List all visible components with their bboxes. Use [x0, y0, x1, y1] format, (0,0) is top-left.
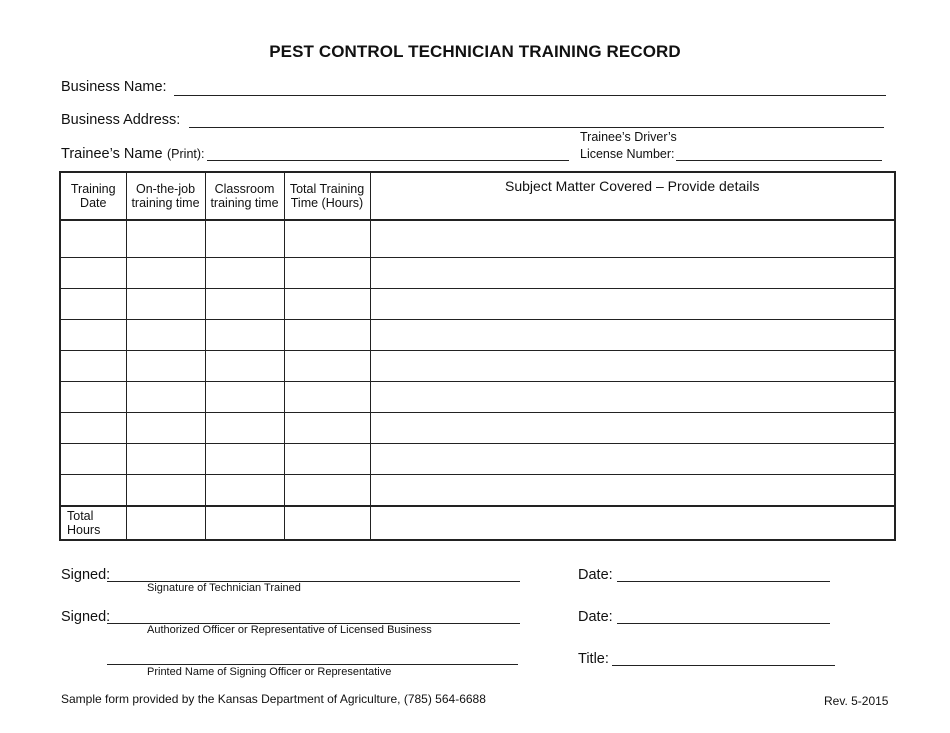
date-cell[interactable]: [60, 382, 126, 413]
on-the-job-cell[interactable]: [126, 289, 205, 320]
form-title: PEST CONTROL TECHNICIAN TRAINING RECORD: [269, 42, 681, 61]
on-the-job-cell[interactable]: [126, 351, 205, 382]
table-row: [60, 258, 895, 289]
on-the-job-cell[interactable]: [126, 220, 205, 258]
on-the-job-cell[interactable]: [126, 258, 205, 289]
classroom-cell[interactable]: [205, 289, 284, 320]
total-time-cell[interactable]: [284, 351, 370, 382]
total-time-cell[interactable]: [284, 258, 370, 289]
signed-label-technician: Signed:: [61, 567, 111, 583]
header-subject-matter: Subject Matter Covered – Provide details: [370, 172, 895, 220]
subject-cell[interactable]: [370, 320, 895, 351]
title-label: Title:: [578, 651, 609, 667]
table-header-row: [60, 172, 895, 220]
classroom-cell[interactable]: [205, 382, 284, 413]
subject-cell[interactable]: [370, 351, 895, 382]
header-training-date: Training Date: [60, 172, 126, 220]
training-table: [59, 171, 896, 541]
classroom-cell[interactable]: [205, 413, 284, 444]
classroom-cell[interactable]: [205, 258, 284, 289]
title-field[interactable]: [612, 665, 835, 666]
license-label-line1: Trainee’s Driver’s: [580, 130, 677, 144]
header-total-training-time: Total Training Time (Hours): [284, 172, 370, 220]
subject-cell[interactable]: [370, 289, 895, 320]
date-cell[interactable]: [60, 444, 126, 475]
date-cell[interactable]: [60, 220, 126, 258]
date-cell[interactable]: [60, 258, 126, 289]
business-name-label: Business Name:: [61, 79, 167, 95]
on-the-job-cell[interactable]: [126, 320, 205, 351]
trainee-name-print-label: (Print):: [167, 147, 205, 161]
table-row: [60, 475, 895, 507]
subject-cell[interactable]: [370, 475, 895, 507]
table-row: [60, 382, 895, 413]
subject-cell[interactable]: [370, 413, 895, 444]
table-row: [60, 220, 895, 258]
license-label-line2: License Number:: [580, 147, 675, 161]
total-hours-row: [60, 506, 895, 540]
classroom-cell[interactable]: [205, 220, 284, 258]
table-row: [60, 444, 895, 475]
total-time-cell[interactable]: [284, 413, 370, 444]
classroom-cell[interactable]: [205, 444, 284, 475]
business-name-field[interactable]: [174, 95, 886, 96]
total-subject-cell[interactable]: [370, 506, 895, 540]
business-address-field[interactable]: [189, 127, 884, 128]
date-label-officer: Date:: [578, 609, 613, 625]
on-the-job-cell[interactable]: [126, 413, 205, 444]
technician-date-field[interactable]: [617, 581, 830, 582]
date-cell[interactable]: [60, 351, 126, 382]
on-the-job-cell[interactable]: [126, 475, 205, 507]
officer-date-field[interactable]: [617, 623, 830, 624]
trainee-name-label: Trainee’s Name: [61, 146, 163, 162]
total-training-time-cell[interactable]: [284, 506, 370, 540]
classroom-cell[interactable]: [205, 351, 284, 382]
total-time-cell[interactable]: [284, 475, 370, 507]
business-address-label: Business Address:: [61, 112, 181, 128]
total-time-cell[interactable]: [284, 382, 370, 413]
total-on-the-job-cell[interactable]: [126, 506, 205, 540]
date-cell[interactable]: [60, 320, 126, 351]
total-time-cell[interactable]: [284, 220, 370, 258]
total-time-cell[interactable]: [284, 444, 370, 475]
officer-signature-caption: Authorized Officer or Representative of Licensed Business: [147, 624, 432, 636]
total-time-cell[interactable]: [284, 320, 370, 351]
table-row: [60, 413, 895, 444]
date-cell[interactable]: [60, 413, 126, 444]
table-row: [60, 351, 895, 382]
on-the-job-cell[interactable]: [126, 444, 205, 475]
classroom-cell[interactable]: [205, 475, 284, 507]
technician-signature-caption: Signature of Technician Trained: [147, 582, 301, 594]
subject-cell[interactable]: [370, 220, 895, 258]
footer-revision: Rev. 5-2015: [824, 694, 889, 708]
date-cell[interactable]: [60, 289, 126, 320]
total-time-cell[interactable]: [284, 289, 370, 320]
header-on-the-job-time: On-the-job training time: [126, 172, 205, 220]
header-classroom-time: Classroom training time: [205, 172, 284, 220]
trainee-name-label-group: [61, 145, 205, 163]
printed-name-field[interactable]: [107, 664, 518, 665]
table-row: [60, 289, 895, 320]
date-label-technician: Date:: [578, 567, 613, 583]
subject-cell[interactable]: [370, 258, 895, 289]
footer-provided-by: Sample form provided by the Kansas Department of Agriculture, (785) 564-6688: [61, 692, 486, 706]
total-hours-label: Total Hours: [60, 506, 126, 540]
subject-cell[interactable]: [370, 382, 895, 413]
classroom-cell[interactable]: [205, 320, 284, 351]
table-row: [60, 320, 895, 351]
total-classroom-cell[interactable]: [205, 506, 284, 540]
license-number-field[interactable]: [676, 160, 882, 161]
signed-label-officer: Signed:: [61, 609, 111, 625]
date-cell[interactable]: [60, 475, 126, 507]
subject-cell[interactable]: [370, 444, 895, 475]
on-the-job-cell[interactable]: [126, 382, 205, 413]
trainee-name-field[interactable]: [207, 160, 569, 161]
printed-name-caption: Printed Name of Signing Officer or Representative: [147, 666, 392, 678]
